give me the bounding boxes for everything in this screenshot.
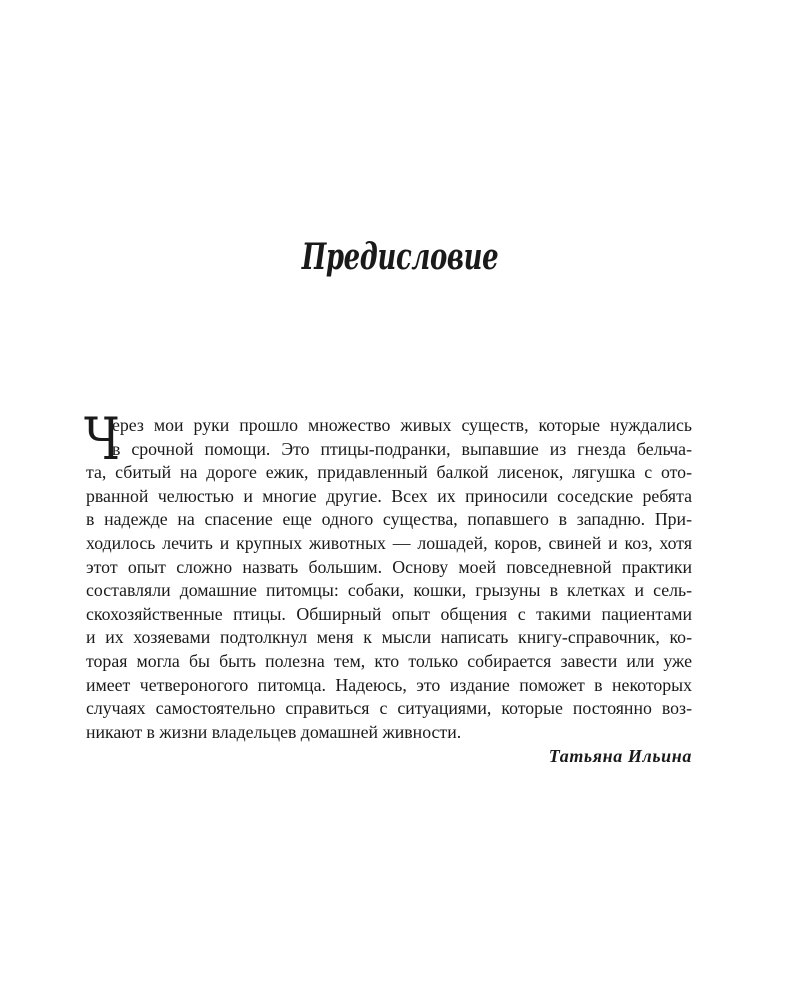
text-line: скохозяйственные птицы. Обширный опыт общения с такими пациентами xyxy=(86,603,692,624)
text-line: торая могла бы быть полезна тем, кто только собирается завести или уже xyxy=(86,650,692,671)
preface-body xyxy=(86,414,692,744)
text-line: в надежде на спасение еще одного существа, попавшего в западню. При- xyxy=(86,509,692,530)
text-line: составляли домашние питомцы: собаки, кошки, грызуны в клетках и сель- xyxy=(86,580,692,601)
text-line: рванной челюстью и многие другие. Всех их приносили соседские ребята xyxy=(86,485,692,506)
text-line: и их хозяевами подтолкнул меня к мысли написать книгу-справочник, ко- xyxy=(86,627,692,648)
text-line: этот опыт сложно назвать большим. Основу моей повседневной практики xyxy=(86,556,692,577)
text-line: имеет четвероногого питомца. Надеюсь, это издание поможет в некоторых xyxy=(86,674,692,695)
text-line: та, сбитый на дороге ежик, придавленный балкой лисенок, лягушка с ото- xyxy=(86,462,692,483)
page-title: Предисловие xyxy=(301,236,499,278)
author-signature: Татьяна Ильина xyxy=(548,746,692,766)
drop-cap: Ч xyxy=(84,405,120,473)
text-line: ерез мои руки прошло множество живых существ, которые нуждались xyxy=(112,415,692,435)
text-line: случаях самостоятельно справиться с ситуациями, которые постоянно воз- xyxy=(86,698,692,719)
text-line: в срочной помощи. Это птицы-подранки, выпавшие из гнезда бельча- xyxy=(112,438,692,459)
text-line: никают в жизни владельцев домашней живности. xyxy=(86,721,462,742)
text-line: ходилось лечить и крупных животных — лошадей, коров, свиней и коз, хотя xyxy=(86,532,692,553)
